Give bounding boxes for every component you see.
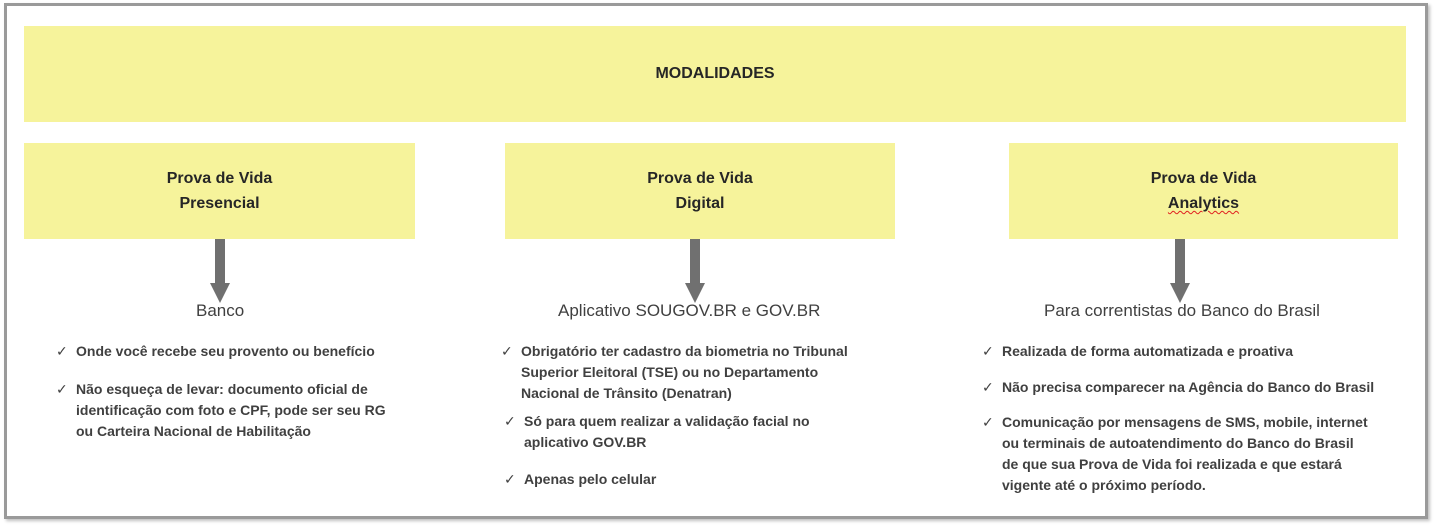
list-item: ✓ Onde você recebe seu provento ou benefício [56, 341, 436, 362]
box-analytics-line2: Analytics [1167, 195, 1240, 212]
check-icon: ✓ [982, 343, 994, 359]
box-digital-line2: Digital [675, 195, 725, 212]
list-item: ✓ Não precisa comparecer na Agência do Banco do Brasil [982, 377, 1412, 398]
check-icon: ✓ [982, 414, 994, 430]
check-icon: ✓ [982, 379, 994, 395]
check-icon: ✓ [56, 381, 68, 397]
arrow-down-icon [1170, 239, 1190, 303]
subtitle-banco: Banco [196, 301, 245, 320]
banner-title: MODALIDADES [655, 65, 775, 82]
box-analytics-line1: Prova de Vida [1150, 170, 1257, 187]
box-presencial [24, 143, 415, 239]
list-item: ✓ Apenas pelo celular [504, 469, 914, 490]
list-item: ✓ Não esqueça de levar: documento oficial de identificação com foto e CPF, pode ser seu RG ou Carteira Nacional de Habilitação [56, 379, 436, 442]
check-icon: ✓ [504, 471, 516, 487]
list-item: ✓ Só para quem realizar a validação facial no aplicativo GOV.BR [504, 411, 914, 453]
subtitle-aplicativo: Aplicativo SOUGOV.BR e GOV.BR [558, 301, 821, 320]
subtitle-correntistas: Para correntistas do Banco do Brasil [1044, 301, 1320, 320]
box-analytics [1009, 143, 1398, 239]
box-presencial-line2: Presencial [179, 195, 260, 212]
check-icon: ✓ [501, 343, 513, 359]
box-digital-line1: Prova de Vida [647, 170, 753, 187]
list-item: ✓ Comunicação por mensagens de SMS, mobile, internet ou terminais de autoatendimento do Banco do Brasil de que sua Prova de Vida foi realizada e que estará vigente até o próximo período. [982, 412, 1412, 496]
arrow-down-icon [210, 239, 230, 303]
check-icon: ✓ [504, 413, 516, 429]
arrow-down-icon [685, 239, 705, 303]
box-digital [505, 143, 895, 239]
list-item: ✓ Obrigatório ter cadastro da biometria no Tribunal Superior Eleitoral (TSE) ou no Departamento Nacional de Trânsito (Denatran) [501, 341, 911, 404]
list-item: ✓ Realizada de forma automatizada e proativa [982, 341, 1412, 362]
modalidades-banner [24, 26, 1406, 122]
check-icon: ✓ [56, 343, 68, 359]
box-presencial-line1: Prova de Vida [166, 170, 273, 187]
